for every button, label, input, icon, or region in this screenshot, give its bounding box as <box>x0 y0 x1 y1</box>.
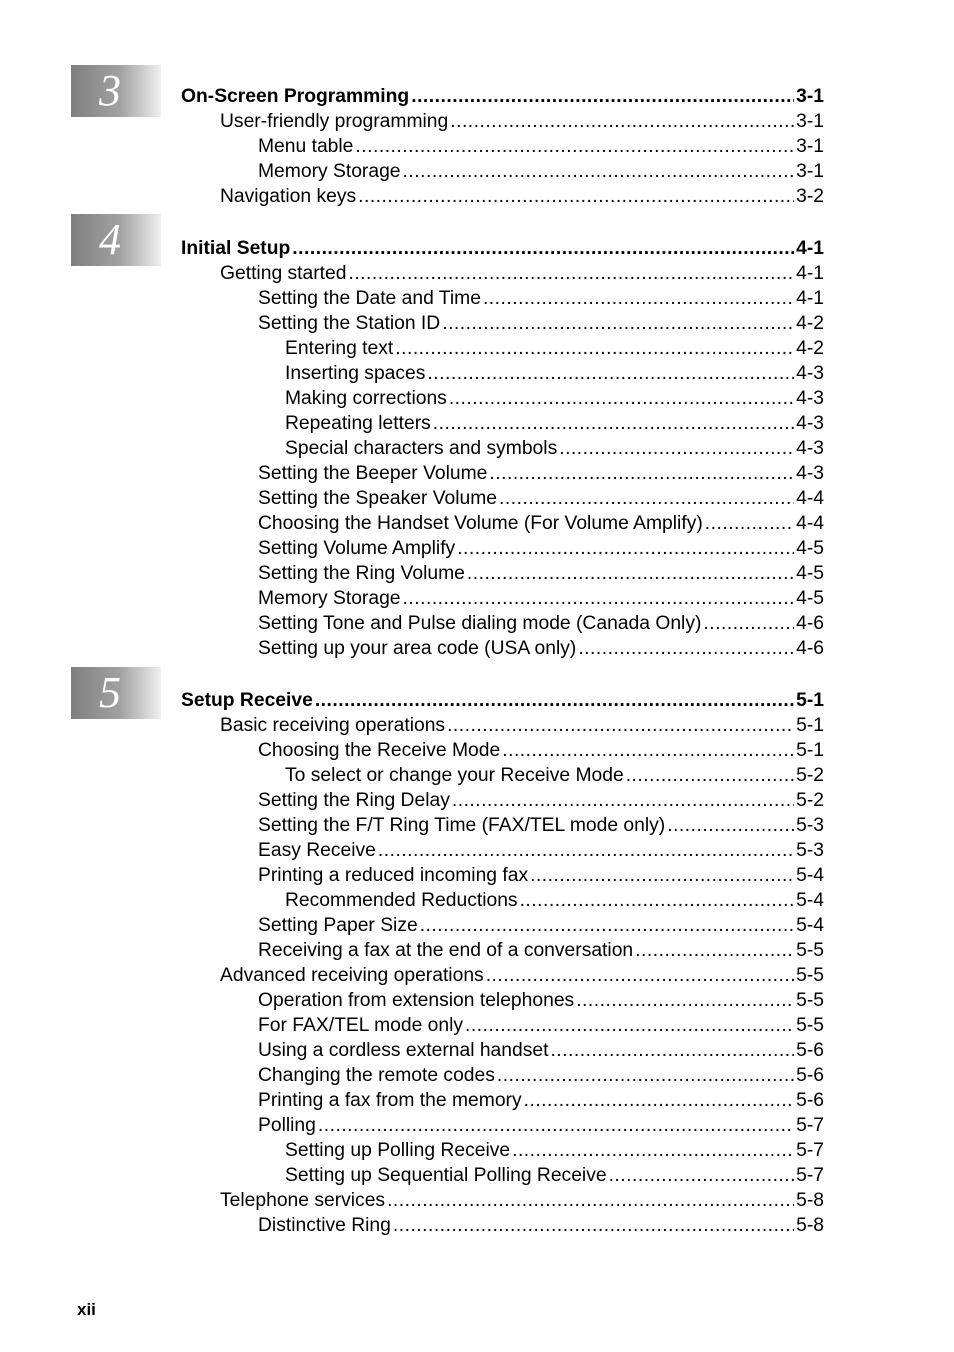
toc-subsubsection[interactable] <box>285 888 824 913</box>
toc-page-number: 5-2 <box>796 790 824 811</box>
toc-subsection[interactable] <box>258 461 824 486</box>
dot-leader <box>530 863 794 888</box>
dot-leader <box>403 586 795 611</box>
dot-leader <box>403 159 795 184</box>
toc-page-number: 3-2 <box>796 186 824 207</box>
toc-page-number: 4-1 <box>796 263 824 284</box>
dot-leader <box>667 813 794 838</box>
dot-leader <box>318 1113 794 1138</box>
dot-leader <box>524 1088 795 1113</box>
dot-leader <box>550 1038 794 1063</box>
toc-entry-title: Basic receiving operations <box>220 715 446 736</box>
dot-leader <box>626 763 794 788</box>
toc-subsection[interactable] <box>258 486 824 511</box>
toc-page-number: 5-1 <box>796 690 824 711</box>
toc-entry-title: Easy Receive <box>258 840 376 861</box>
toc-subsection[interactable] <box>258 286 824 311</box>
dot-leader <box>315 688 794 713</box>
toc-entry-title: Setting up Polling Receive <box>285 1140 511 1161</box>
dot-leader <box>512 1138 794 1163</box>
chapter-5-tab <box>71 667 161 719</box>
toc-entry-title: Setting up Sequential Polling Receive <box>285 1165 607 1186</box>
dot-leader <box>465 1013 794 1038</box>
toc-page-number: 4-6 <box>796 613 824 634</box>
toc-subsection[interactable] <box>258 511 824 536</box>
toc-page-number: 4-3 <box>796 388 824 409</box>
toc-section[interactable] <box>220 261 824 286</box>
dot-leader <box>452 788 794 813</box>
toc-page-number: 5-4 <box>796 865 824 886</box>
toc-entry-title: User-friendly programming <box>220 111 449 132</box>
toc-subsection[interactable] <box>258 838 824 863</box>
dot-leader <box>393 1213 794 1238</box>
toc-page-number: 5-1 <box>796 740 824 761</box>
toc-entry-title: Choosing the Handset Volume (For Volume Amplify) <box>258 513 703 534</box>
dot-leader <box>635 938 794 963</box>
dot-leader <box>358 184 794 209</box>
toc-subsection[interactable] <box>258 738 824 763</box>
dot-leader <box>467 561 794 586</box>
dot-leader <box>705 511 794 536</box>
toc-section[interactable] <box>220 713 824 738</box>
toc-entry-title: Setting the Station ID <box>258 313 441 334</box>
toc-page-number: 4-4 <box>796 513 824 534</box>
page-number-footer: xii <box>77 1300 96 1319</box>
dot-leader <box>292 236 794 261</box>
toc-section[interactable] <box>220 184 824 209</box>
toc-page-number: 5-7 <box>796 1140 824 1161</box>
toc-subsubsection[interactable] <box>285 361 824 386</box>
toc-subsection[interactable] <box>258 159 824 184</box>
toc-page-number: 5-4 <box>796 915 824 936</box>
dot-leader <box>502 738 794 763</box>
toc-entry-title: Setting the Ring Delay <box>258 790 450 811</box>
toc-page-number: 5-5 <box>796 1015 824 1036</box>
toc-page-number: 4-5 <box>796 588 824 609</box>
toc-page-number: 4-4 <box>796 488 824 509</box>
toc-page-number: 5-5 <box>796 940 824 961</box>
toc-subsubsection[interactable] <box>285 1138 824 1163</box>
dot-leader <box>411 84 794 109</box>
toc-entry-title: Getting started <box>220 263 347 284</box>
dot-leader <box>395 336 794 361</box>
dot-leader <box>578 636 794 661</box>
dot-leader <box>489 461 794 486</box>
toc-subsection[interactable] <box>258 938 824 963</box>
dot-leader <box>450 109 794 134</box>
toc-subsubsection[interactable] <box>285 336 824 361</box>
toc-page-number: 4-1 <box>796 288 824 309</box>
toc-entry-title: Entering text <box>285 338 394 359</box>
dot-leader <box>703 611 794 636</box>
toc-entry-title: Using a cordless external handset <box>258 1040 549 1061</box>
toc-subsection[interactable] <box>258 1013 824 1038</box>
toc-page-number: 4-1 <box>796 238 824 259</box>
toc-page-number: 4-2 <box>796 338 824 359</box>
toc-chapter-heading[interactable] <box>181 84 824 109</box>
toc-entry-title: Special characters and symbols <box>285 438 558 459</box>
dot-leader <box>483 286 794 311</box>
dot-leader <box>559 436 794 461</box>
toc-entry-title: Polling <box>258 1115 316 1136</box>
dot-leader <box>387 1188 794 1213</box>
toc-subsection[interactable] <box>258 586 824 611</box>
toc-entry-title: Initial Setup <box>181 238 291 259</box>
dot-leader <box>609 1163 795 1188</box>
toc-page-number: 5-8 <box>796 1215 824 1236</box>
toc-subsubsection[interactable] <box>285 1163 824 1188</box>
toc-subsection[interactable] <box>258 611 824 636</box>
toc-entry-title: Advanced receiving operations <box>220 965 484 986</box>
toc-entry-title: Operation from extension telephones <box>258 990 575 1011</box>
dot-leader <box>420 913 794 938</box>
dot-leader <box>348 261 794 286</box>
toc-page-number: 4-3 <box>796 438 824 459</box>
toc-page-number: 4-2 <box>796 313 824 334</box>
toc-subsection[interactable] <box>258 788 824 813</box>
toc-subsection[interactable] <box>258 813 824 838</box>
toc-subsubsection[interactable] <box>285 411 824 436</box>
toc-page-number: 5-5 <box>796 990 824 1011</box>
toc-page-number: 4-3 <box>796 463 824 484</box>
dot-leader <box>486 963 794 988</box>
toc-entry-title: Setting the F/T Ring Time (FAX/TEL mode only) <box>258 815 666 836</box>
toc-entry-title: Setting Volume Amplify <box>258 538 456 559</box>
toc-entry-title: Setting the Beeper Volume <box>258 463 488 484</box>
toc-page-number: 4-3 <box>796 363 824 384</box>
toc-page-number: 5-4 <box>796 890 824 911</box>
toc-entry-title: Changing the remote codes <box>258 1065 495 1086</box>
toc-page-number: 3-1 <box>796 111 824 132</box>
dot-leader <box>433 411 794 436</box>
toc-entry-title: Printing a reduced incoming fax <box>258 865 529 886</box>
toc-entry-title: On-Screen Programming <box>181 86 410 107</box>
toc-entry-title: Setting Tone and Pulse dialing mode (Canada Only) <box>258 613 702 634</box>
toc-subsection[interactable] <box>258 1113 824 1138</box>
toc-entry-title: Setting the Date and Time <box>258 288 481 309</box>
toc-entry-title: Printing a fax from the memory <box>258 1090 522 1111</box>
dot-leader <box>449 386 794 411</box>
toc-entry-title: Making corrections <box>285 388 447 409</box>
dot-leader <box>378 838 794 863</box>
toc-subsubsection[interactable] <box>285 763 824 788</box>
toc-entry-title: Navigation keys <box>220 186 357 207</box>
toc-subsection[interactable] <box>258 1063 824 1088</box>
toc-entry-title: Menu table <box>258 136 354 157</box>
toc-entry-title: Setting Paper Size <box>258 915 418 936</box>
toc-page-number: 4-3 <box>796 413 824 434</box>
dot-leader <box>447 713 794 738</box>
toc-page-number: 5-7 <box>796 1165 824 1186</box>
toc-page-number: 4-5 <box>796 538 824 559</box>
toc-entry-title: For FAX/TEL mode only <box>258 1015 464 1036</box>
dot-leader <box>520 888 795 913</box>
toc-section[interactable] <box>220 109 824 134</box>
chapter-number: 4 <box>99 215 121 264</box>
toc-subsection[interactable] <box>258 988 824 1013</box>
toc-entry-title: Choosing the Receive Mode <box>258 740 501 761</box>
toc-page-number: 3-1 <box>796 86 824 107</box>
toc-chapter-heading[interactable] <box>181 688 824 713</box>
dot-leader <box>457 536 794 561</box>
toc-entry-title: To select or change your Receive Mode <box>285 765 624 786</box>
dot-leader <box>442 311 794 336</box>
dot-leader <box>355 134 794 159</box>
toc-page-number: 5-6 <box>796 1090 824 1111</box>
toc-entry-title: Repeating letters <box>285 413 431 434</box>
toc-page-number: 3-1 <box>796 136 824 157</box>
toc-page-number: 5-5 <box>796 965 824 986</box>
toc-subsection[interactable] <box>258 913 824 938</box>
toc-subsubsection[interactable] <box>285 436 824 461</box>
toc-subsection[interactable] <box>258 1213 824 1238</box>
chapter-number: 5 <box>99 668 121 717</box>
toc-entry-title: Memory Storage <box>258 161 401 182</box>
dot-leader <box>497 1063 794 1088</box>
toc-page-number: 5-8 <box>796 1190 824 1211</box>
toc-entry-title: Memory Storage <box>258 588 401 609</box>
toc-page-number: 5-1 <box>796 715 824 736</box>
toc-page-number: 5-3 <box>796 815 824 836</box>
toc-page-number: 4-5 <box>796 563 824 584</box>
toc-subsection[interactable] <box>258 536 824 561</box>
toc-section[interactable] <box>220 1188 824 1213</box>
chapter-number: 3 <box>99 66 121 115</box>
toc-entry-title: Setting the Ring Volume <box>258 563 465 584</box>
toc-entry-title: Recommended Reductions <box>285 890 518 911</box>
chapter-4-tab <box>71 214 161 266</box>
toc-entry-title: Receiving a fax at the end of a conversation <box>258 940 634 961</box>
toc-subsection[interactable] <box>258 1038 824 1063</box>
toc-subsection[interactable] <box>258 561 824 586</box>
toc-page-number: 5-7 <box>796 1115 824 1136</box>
toc-subsection[interactable] <box>258 134 824 159</box>
toc-page-number: 5-3 <box>796 840 824 861</box>
toc-entry-title: Setting the Speaker Volume <box>258 488 498 509</box>
toc-subsection[interactable] <box>258 1088 824 1113</box>
toc-subsection[interactable] <box>258 311 824 336</box>
toc-page-number: 4-6 <box>796 638 824 659</box>
dot-leader <box>427 361 794 386</box>
toc-entry-title: Distinctive Ring <box>258 1215 391 1236</box>
toc-page-number: 3-1 <box>796 161 824 182</box>
toc-page-number: 5-6 <box>796 1065 824 1086</box>
toc-entry-title: Setting up your area code (USA only) <box>258 638 577 659</box>
toc-subsection[interactable] <box>258 636 824 661</box>
toc-entry-title: Telephone services <box>220 1190 386 1211</box>
toc-entry-title: Setup Receive <box>181 690 313 711</box>
toc-section[interactable] <box>220 963 824 988</box>
toc-subsubsection[interactable] <box>285 386 824 411</box>
toc-subsection[interactable] <box>258 863 824 888</box>
toc-page-number: 5-2 <box>796 765 824 786</box>
toc-entry-title: Inserting spaces <box>285 363 426 384</box>
chapter-3-tab <box>71 65 161 117</box>
dot-leader <box>576 988 794 1013</box>
toc-page-number: 5-6 <box>796 1040 824 1061</box>
dot-leader <box>499 486 794 511</box>
toc-chapter-heading[interactable] <box>181 236 824 261</box>
